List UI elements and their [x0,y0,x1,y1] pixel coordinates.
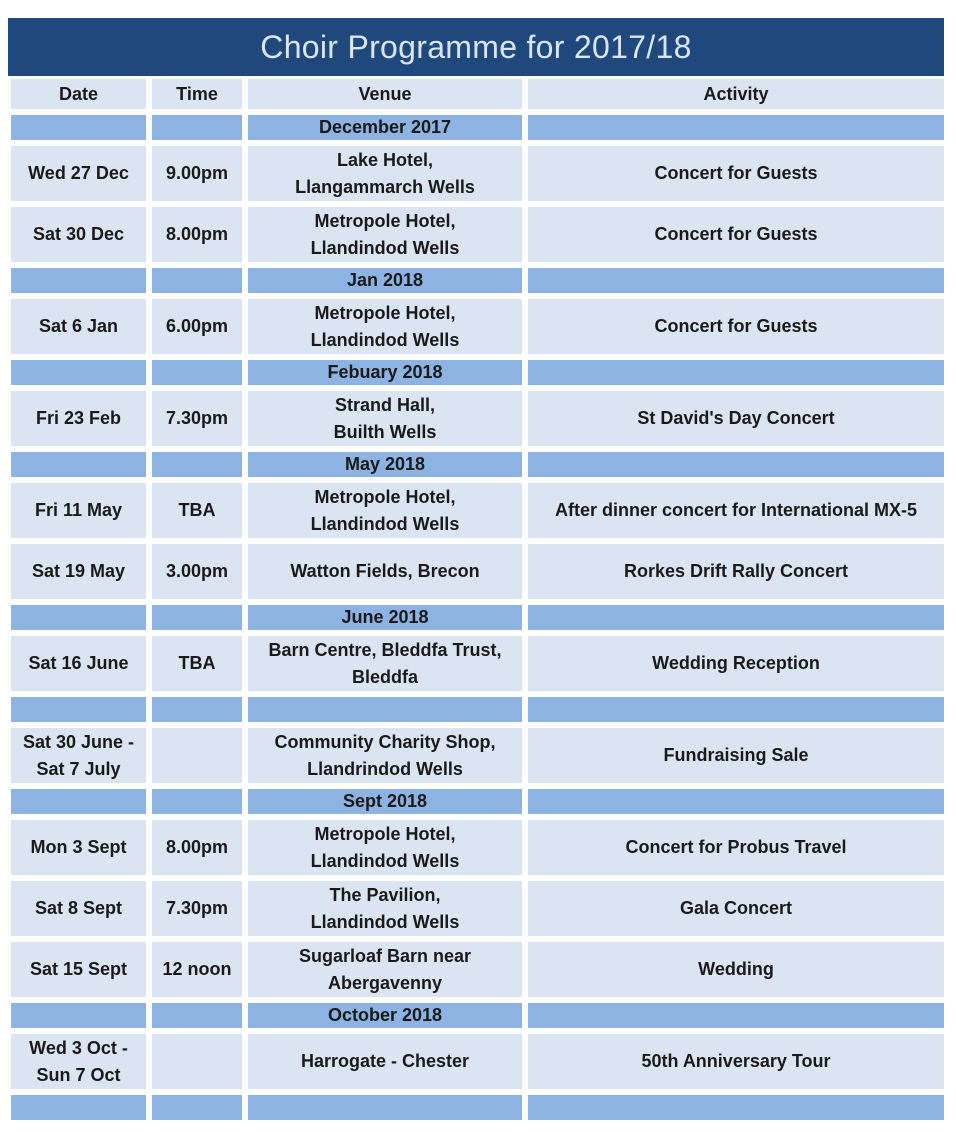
month-row-blank [11,115,146,140]
month-row-blank [528,115,944,140]
month-label: Febuary 2018 [248,360,522,385]
event-date: Fri 11 May [11,483,146,538]
event-activity: Fundraising Sale [528,728,944,783]
event-activity: Rorkes Drift Rally Concert [528,544,944,599]
month-row-blank [152,789,242,814]
event-activity: Wedding Reception [528,636,944,691]
month-row-blank [528,789,944,814]
event-activity: Concert for Guests [528,207,944,262]
event-venue: Barn Centre, Bleddfa Trust, Bleddfa [248,636,522,691]
column-header-date: Date [11,79,146,109]
event-time: 7.30pm [152,881,242,936]
event-venue: Metropole Hotel, Llandindod Wells [248,820,522,875]
event-date: Fri 23 Feb [11,391,146,446]
event-venue: The Pavilion, Llandindod Wells [248,881,522,936]
column-header-time: Time [152,79,242,109]
event-date: Sat 6 Jan [11,299,146,354]
month-label: June 2018 [248,605,522,630]
event-venue: Harrogate - Chester [248,1034,522,1089]
event-date: Mon 3 Sept [11,820,146,875]
month-row-blank [528,1003,944,1028]
column-header-activity: Activity [528,79,944,109]
month-row-blank [152,452,242,477]
event-venue: Strand Hall, Builth Wells [248,391,522,446]
event-venue: Sugarloaf Barn near Abergavenny [248,942,522,997]
page-title: Choir Programme for 2017/18 [8,18,944,76]
month-label [248,1095,522,1120]
event-venue: Metropole Hotel, Llandindod Wells [248,299,522,354]
event-activity: After dinner concert for International MX-5 [528,483,944,538]
event-time: TBA [152,483,242,538]
month-row-blank [152,697,242,722]
event-activity: Gala Concert [528,881,944,936]
event-date: Wed 27 Dec [11,146,146,201]
month-row-blank [11,268,146,293]
month-row-blank [11,789,146,814]
event-date: Sat 16 June [11,636,146,691]
month-row-blank [11,1003,146,1028]
month-row-blank [528,697,944,722]
month-row-blank [11,605,146,630]
month-row-blank [152,360,242,385]
event-venue: Community Charity Shop, Llandrindod Wells [248,728,522,783]
month-row-blank [152,268,242,293]
event-venue: Metropole Hotel, Llandindod Wells [248,483,522,538]
event-venue: Metropole Hotel, Llandindod Wells [248,207,522,262]
month-row-blank [11,697,146,722]
event-date: Wed 3 Oct - Sun 7 Oct [11,1034,146,1089]
month-label: October 2018 [248,1003,522,1028]
event-time: 9.00pm [152,146,242,201]
month-row-blank [152,1003,242,1028]
event-venue: Watton Fields, Brecon [248,544,522,599]
event-time: 3.00pm [152,544,242,599]
month-row-blank [152,605,242,630]
month-row-blank [528,268,944,293]
month-label [248,697,522,722]
event-activity: Concert for Guests [528,146,944,201]
event-venue: Lake Hotel, Llangammarch Wells [248,146,522,201]
month-row-blank [11,1095,146,1120]
event-time [152,728,242,783]
month-label: December 2017 [248,115,522,140]
month-row-blank [528,1095,944,1120]
event-time [152,1034,242,1089]
column-header-venue: Venue [248,79,522,109]
month-row-blank [152,115,242,140]
event-activity: Wedding [528,942,944,997]
event-activity: 50th Anniversary Tour [528,1034,944,1089]
month-row-blank [528,360,944,385]
month-label: Jan 2018 [248,268,522,293]
event-time: 8.00pm [152,207,242,262]
event-time: 8.00pm [152,820,242,875]
event-date: Sat 8 Sept [11,881,146,936]
event-time: TBA [152,636,242,691]
month-row-blank [11,452,146,477]
month-row-blank [152,1095,242,1120]
month-row-blank [11,360,146,385]
event-date: Sat 15 Sept [11,942,146,997]
event-date: Sat 30 Dec [11,207,146,262]
month-label: Sept 2018 [248,789,522,814]
event-activity: Concert for Probus Travel [528,820,944,875]
event-date: Sat 19 May [11,544,146,599]
event-time: 6.00pm [152,299,242,354]
event-activity: Concert for Guests [528,299,944,354]
month-row-blank [528,605,944,630]
event-time: 7.30pm [152,391,242,446]
event-time: 12 noon [152,942,242,997]
month-row-blank [528,452,944,477]
event-activity: St David's Day Concert [528,391,944,446]
month-label: May 2018 [248,452,522,477]
event-date: Sat 30 June - Sat 7 July [11,728,146,783]
